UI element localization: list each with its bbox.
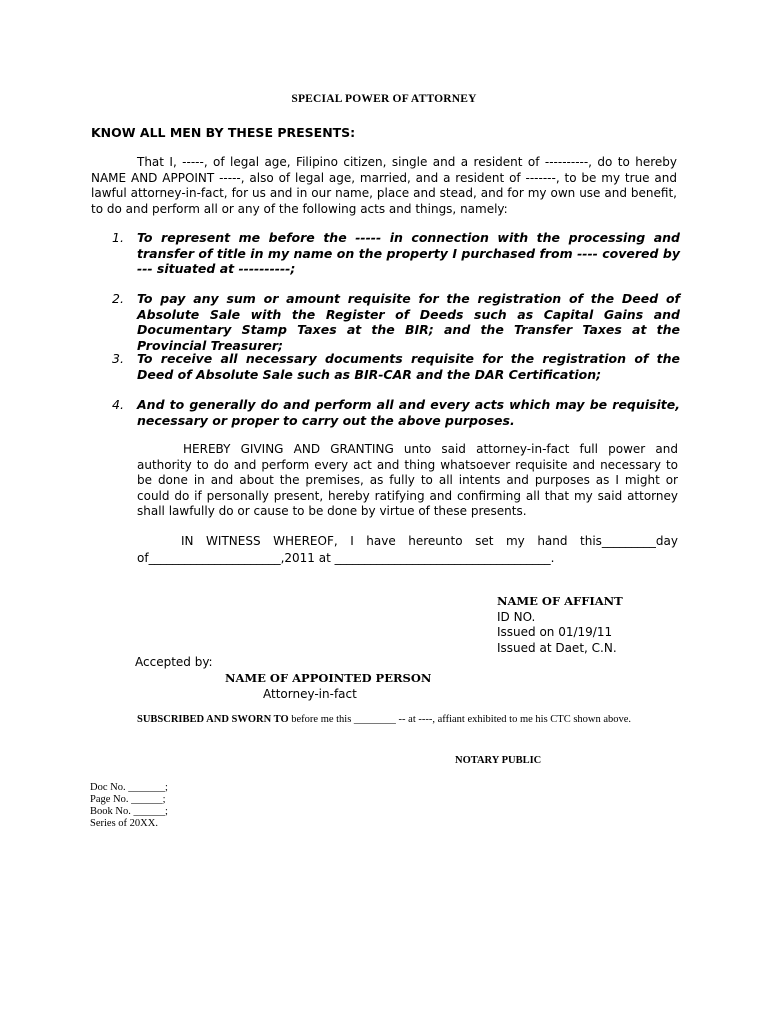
sworn-rest: before me this ________ -- at ----, affiant exhibited to me his CTC shown above. [288, 714, 632, 725]
book-no-line: Book No. ______; [90, 806, 168, 817]
witness-word: WHEREOF, [273, 534, 338, 548]
affiant-issued-on: Issued on 01/19/11 [497, 625, 613, 639]
list-item-number: 1. [112, 230, 124, 245]
list-item-number: 2. [112, 291, 124, 306]
doc-details [90, 782, 168, 830]
list-item-text: To represent me before the ----- in connection with the processing and transfer of title in my name on the property I purchased from ---- covered by --- situated at ----------; [137, 230, 680, 276]
list-item [112, 230, 680, 277]
granting-paragraph: HEREBY GIVING AND GRANTING unto said attorney-in-fact full power and authority to do and perform every act and thing whatsoever requisite and necessary to be done in and about the premises, as fully to all intents and purposes as I might or could do if personally present, hereby ratifying and confirming all that my said attorney shall lawfully do or cause to be done by virtue of these presents. [137, 442, 678, 518]
document-title: SPECIAL POWER OF ATTORNEY [291, 93, 477, 105]
list-item-text: To pay any sum or amount requisite for the registration of the Deed of Absolute Sale with the Register of Deeds such as Capital Gains and Documentary Stamp Taxes at the BIR; and the Transfer Taxes at the Provincial Treasurer; [137, 291, 680, 353]
witness-word: hereunto [408, 534, 463, 548]
list-item-text: To receive all necessary documents requisite for the registration of the Deed of Absolute Sale such as BIR-CAR and the DAR Certification; [137, 351, 680, 382]
affiant-name: NAME OF AFFIANT [497, 594, 623, 608]
appointed-block [225, 671, 431, 702]
appointed-role: Attorney-in-fact [263, 686, 357, 701]
witness-word: WITNESS [206, 534, 261, 548]
list-item [112, 351, 680, 382]
affiant-issued-at: Issued at Daet, C.N. [497, 640, 617, 655]
witness-line-2: of______________________,2011 at ____________________________________. [137, 551, 555, 565]
sworn-bold: SUBSCRIBED AND SWORN TO [137, 714, 289, 725]
page-no-line: Page No. ______; [90, 794, 166, 805]
witness-word: have [366, 534, 396, 548]
list-item [112, 397, 680, 428]
affiant-block [497, 594, 623, 656]
witness-word: this_________day [580, 534, 678, 548]
witness-word: set [475, 534, 494, 548]
witness-word: IN [181, 534, 194, 548]
accepted-by-label: Accepted by: [135, 655, 213, 669]
list-item-text: And to generally do and perform all and every acts which may be requisite, necessary or proper to carry out the above purposes. [137, 397, 680, 428]
opening-paragraph: That I, -----, of legal age, Filipino citizen, single and a resident of ----------, do to hereby NAME AND APPOINT -----, also of legal age, married, and a resident of -------, to be my true and lawful attorney-in-fact, for us and in our name, place and stead, and for my own use and benefit, to do and perform all or any of the following acts and things, namely: [91, 155, 677, 216]
appointed-name: NAME OF APPOINTED PERSON [225, 671, 432, 685]
series-line: Series of 20XX. [90, 818, 158, 829]
sworn-statement [137, 714, 631, 725]
witness-word: hand [537, 534, 568, 548]
list-item [112, 291, 680, 353]
witness-line-1 [137, 534, 678, 548]
doc-no-line: Doc No. _______; [90, 782, 168, 793]
notary-public-label: NOTARY PUBLIC [455, 755, 542, 766]
list-item-number: 3. [112, 351, 124, 366]
witness-word: my [505, 534, 525, 548]
list-item-number: 4. [112, 397, 124, 412]
know-all-heading: KNOW ALL MEN BY THESE PRESENTS: [91, 125, 356, 140]
witness-word: I [350, 534, 354, 548]
affiant-id: ID NO. [497, 609, 536, 624]
